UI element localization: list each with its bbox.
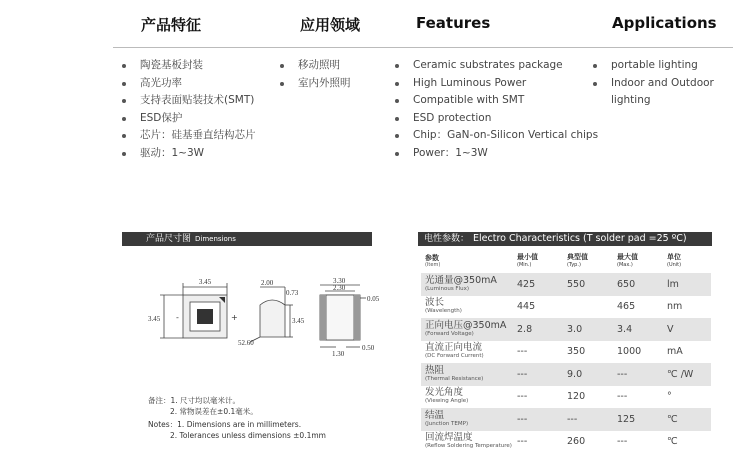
list-item: 高光功率 (118, 75, 256, 93)
dim-left-height: 3.45 (148, 315, 161, 323)
list-item: 室内外照明 (276, 75, 351, 93)
table-row: 直流正向电流 (DC Forward Current) --- 350 1000 mA (425, 342, 683, 360)
col-header: 典型值 (Typ.) (567, 253, 588, 268)
dim-top-width: 3.45 (198, 278, 212, 286)
list-item: 陶瓷基板封装 (118, 57, 256, 75)
table-row: 热阻 (Thermal Resistance) --- 9.0 --- ℃ /W (421, 363, 711, 386)
features-cn-list (118, 57, 256, 162)
dim-front-bottom-right: 0.50 (362, 344, 375, 352)
electro-band-cn: 电性参数： (424, 234, 470, 244)
table-header-row (421, 249, 711, 273)
col-header: 最大值 (Max.) (617, 253, 638, 268)
table-row: 回流焊温度 (Reflow Soldering Temperature) --- 260 --- ℃ (425, 432, 678, 450)
list-item: ESD保护 (118, 110, 256, 128)
applications-en-heading: Applications (612, 14, 717, 32)
features-en-list (391, 57, 598, 162)
electro-band-en: Electro Characteristics (T solder pad =25 ºC) (473, 233, 687, 244)
dim-minus: - (176, 313, 179, 322)
note-cn-2: 2. 常物误差在±0.1毫米。 (170, 407, 258, 416)
front-view (320, 285, 366, 347)
list-item: High Luminous Power (391, 75, 598, 93)
table-row: 发光角度 (Viewing Angle) --- 120 --- ° (425, 387, 672, 405)
features-cn-heading: 产品特征 (141, 16, 202, 34)
dim-dome-width: 0.73 (286, 289, 299, 297)
list-item: 支持表面贴装技术(SMT) (118, 92, 256, 110)
list-item: portable lighting (589, 57, 714, 75)
dimensions-band (122, 232, 372, 246)
list-item: Power：1~3W (391, 145, 598, 163)
header-divider (113, 47, 733, 48)
list-item: Chip：GaN-on-Silicon Vertical chips (391, 127, 598, 145)
list-item: 芯片：硅基垂直结构芯片 (118, 127, 256, 145)
applications-en-list (589, 57, 714, 110)
dim-dome-height: 2.00 (261, 279, 274, 287)
table-row: 波长 (Wavelength) 445 465 nm (425, 297, 683, 315)
dim-side-height: 3.45 (292, 317, 305, 325)
col-header: 最小值 (Min.) (517, 253, 538, 268)
top-view (160, 283, 227, 338)
note-en-2: 2. Tolerances unless dimensions ±0.1mm (170, 431, 326, 440)
dimensions-band-cn: 产品尺寸图 (146, 234, 192, 244)
applications-cn-heading: 应用领域 (300, 16, 361, 34)
list-item: ESD protection (391, 110, 598, 128)
list-item: 驱动：1~3W (118, 145, 256, 163)
dim-front-width-outer: 3.30 (333, 277, 346, 285)
notes (148, 395, 326, 441)
dim-angle: 52.60 (238, 339, 254, 347)
dim-front-width-inner: 2.30 (333, 284, 346, 292)
dim-plus: + (231, 313, 238, 322)
list-item: Indoor and Outdoor (589, 75, 714, 93)
list-item: lighting (611, 94, 651, 106)
electro-band (418, 232, 712, 246)
note-en-1: Notes：1. Dimensions are in millimeters. (148, 420, 302, 429)
list-item: Ceramic substrates package (391, 57, 598, 75)
dim-front-bottom-left: 1.30 (332, 350, 345, 358)
dimensions-band-en: Dimensions (195, 235, 236, 243)
col-header: 参数 (Item) (425, 253, 441, 268)
table-row: 结温 (Junction TEMP) --- --- 125 ℃ (421, 408, 711, 431)
list-item: 移动照明 (276, 57, 351, 75)
applications-cn-list (276, 57, 351, 92)
dimension-drawing (140, 265, 390, 365)
note-cn-1: 备注：1. 尺寸均以毫米计。 (148, 396, 241, 405)
features-en-heading: Features (416, 14, 491, 32)
table-row: 正向电压@350mA (Forward Voltage) 2.8 3.0 3.4 V (421, 318, 711, 341)
electro-characteristics-table (421, 249, 711, 453)
col-header: 单位 (Unit) (667, 253, 682, 268)
dim-front-right: 0.05 (367, 295, 380, 303)
table-row: 光通量@350mA (Luminous Flux) 425 550 650 lm (421, 273, 711, 296)
list-item: Compatible with SMT (391, 92, 598, 110)
